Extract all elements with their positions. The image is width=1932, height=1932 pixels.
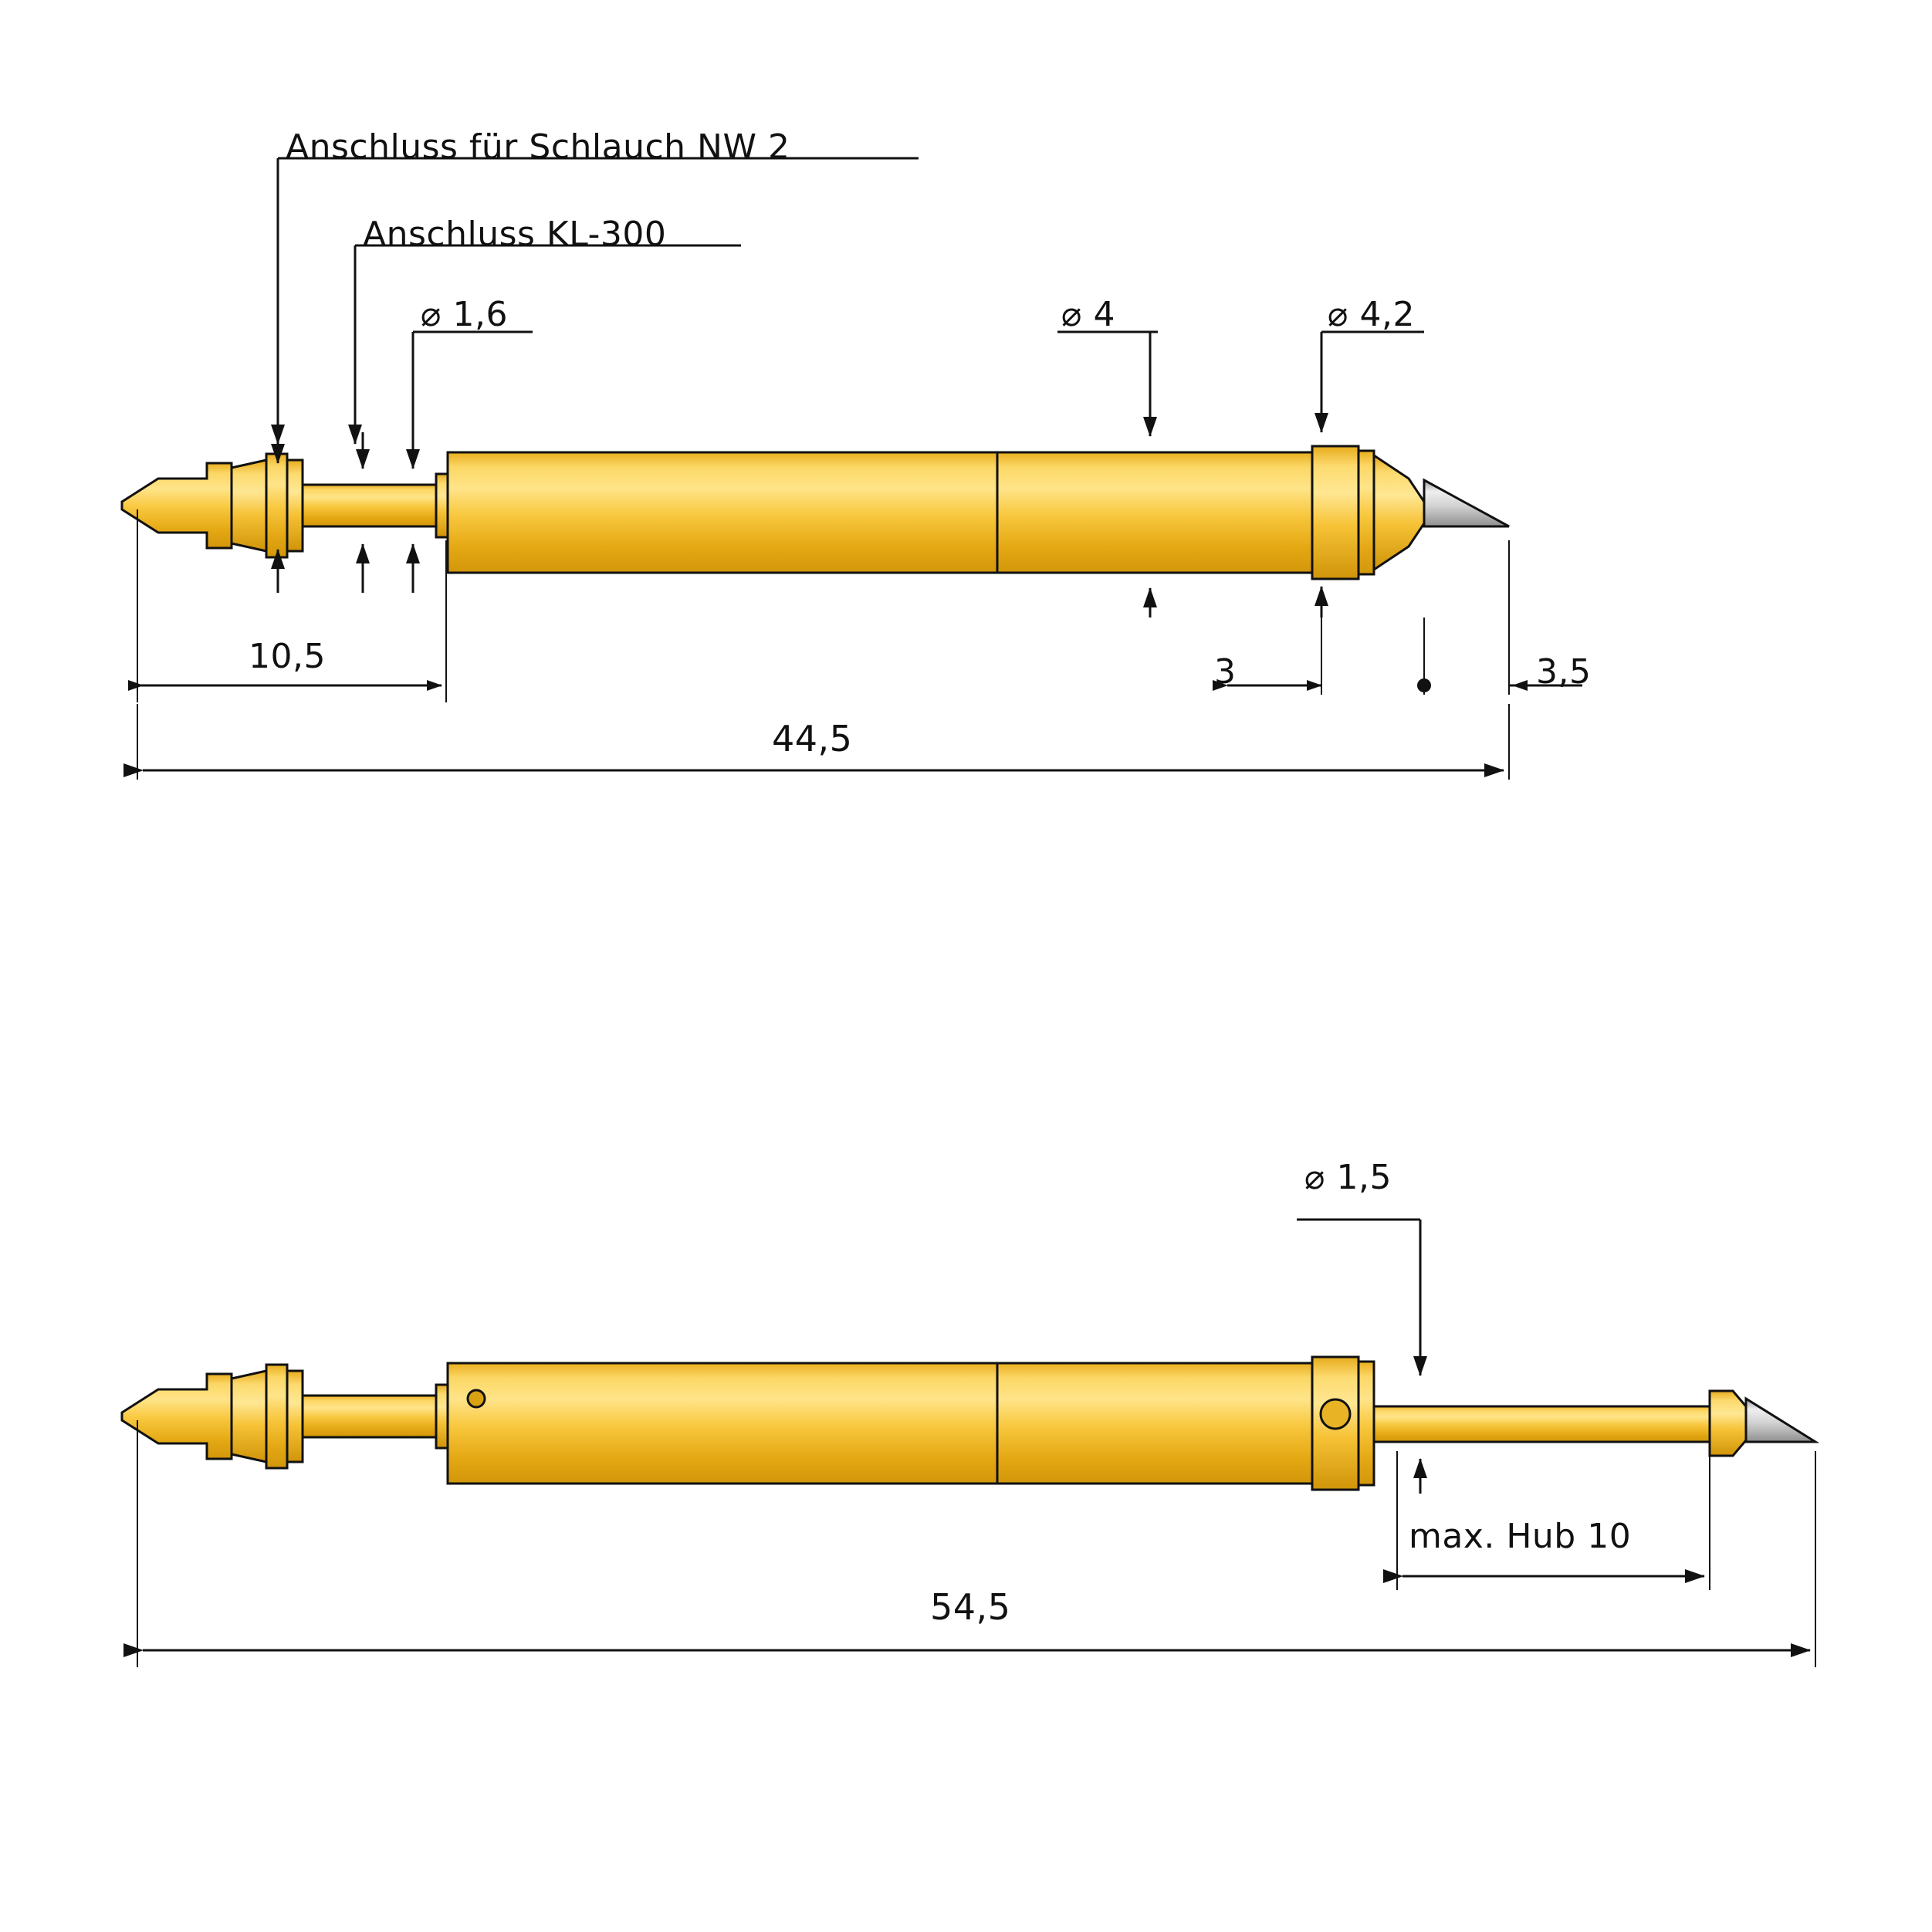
dim-3: 3	[1214, 652, 1237, 692]
probe-bottom-view	[122, 1357, 1815, 1490]
probe-top-view	[122, 446, 1509, 579]
label-dia-4: ⌀ 4	[1061, 295, 1115, 334]
dim-54-5: 54,5	[930, 1586, 1011, 1628]
dim-3-5: 3,5	[1536, 652, 1592, 692]
dim-10-5: 10,5	[249, 637, 326, 676]
label-kl300-connection: Anschluss KL-300	[363, 215, 667, 254]
dim-44-5: 44,5	[772, 718, 853, 760]
label-dia-1-6: ⌀ 1,6	[421, 295, 508, 334]
dim-max-hub: max. Hub 10	[1409, 1517, 1632, 1556]
label-dia-4-2: ⌀ 4,2	[1328, 295, 1415, 334]
label-hose-connection: Anschluss für Schlauch NW 2	[286, 127, 790, 167]
label-dia-1-5: ⌀ 1,5	[1304, 1158, 1392, 1197]
